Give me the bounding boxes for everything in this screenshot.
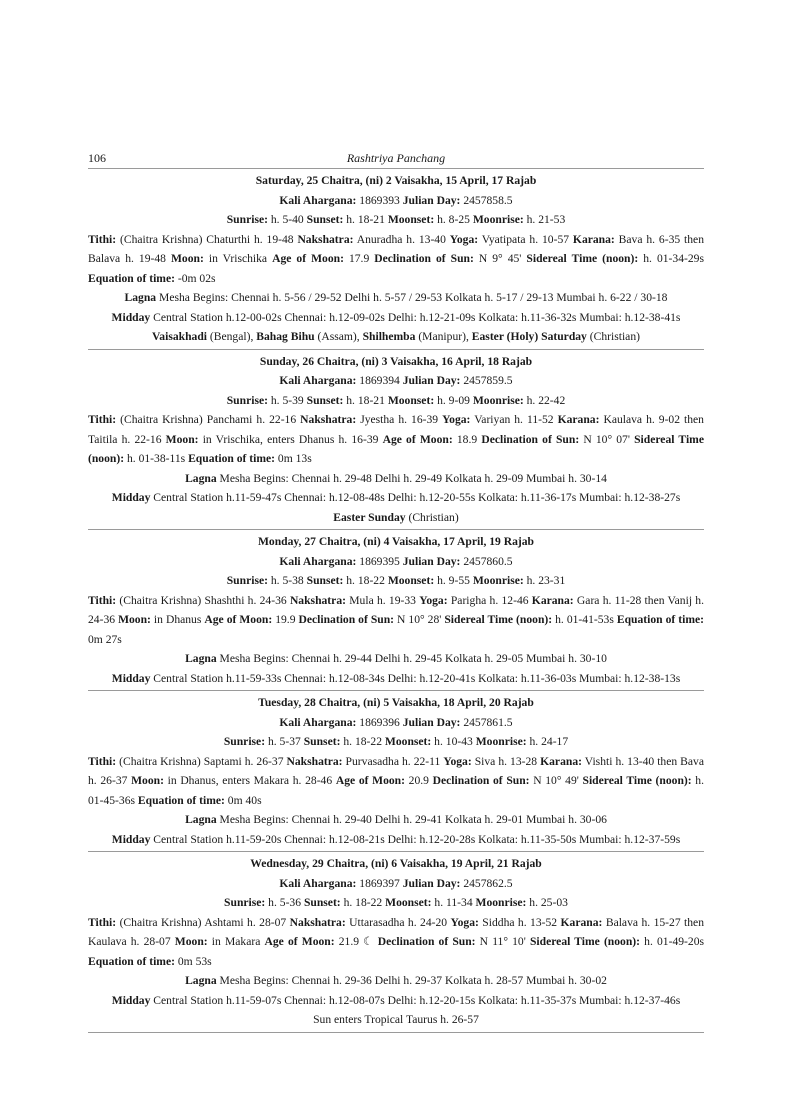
yoga-value: Parigha h. 12-46 <box>447 593 532 607</box>
moon-value: in Vrischika <box>203 252 273 265</box>
midday-label: Midday <box>111 993 151 1007</box>
julian-day-label: Julian Day: <box>402 715 461 729</box>
moonrise-value: h. 23-31 <box>523 574 566 587</box>
lagna-line <box>88 469 704 489</box>
day-entry <box>88 169 704 350</box>
julian-day-value: 2457859.5 <box>460 374 513 387</box>
nakshatra-value: Anuradha h. 13-40 <box>353 232 450 246</box>
day-title: Tuesday, 28 Chaitra, (ni) 5 Vaisakha, 18 April, 20 Rajab <box>258 696 534 709</box>
kali-ahargana-value: 1869397 <box>356 876 403 890</box>
moonrise-value: h. 24-17 <box>526 735 569 748</box>
tithi-value: (Chaitra Krishna) Chaturthi h. 19-48 <box>116 232 298 246</box>
equation-of-time-label: Equation of time: <box>616 613 705 626</box>
moonrise-value: h. 25-03 <box>526 896 568 909</box>
karana-label: Karana: <box>540 754 582 768</box>
lagna-label: Lagna <box>124 291 157 304</box>
karana-value: Balava h. 15-27 then Kaulava h. 28-07 <box>88 915 705 948</box>
festival-name: Easter Sunday <box>333 510 406 524</box>
declination-of-sun-value: N 10° 49' <box>529 774 583 787</box>
declination-of-sun-label: Declination of Sun: <box>377 935 476 948</box>
equation-of-time-value: 0m 40s <box>224 793 262 807</box>
kali-ahargana-value: 1869396 <box>356 715 403 729</box>
festival-name: Shilhemba <box>362 330 416 343</box>
declination-of-sun-value: N 10° 28' <box>394 613 445 626</box>
nakshatra-label: Nakshatra: <box>286 754 343 768</box>
lagna-value: Mesha Begins: Chennai h. 29-40 Delhi h. 29-41 Kolkata h. 29-01 Mumbai h. 30-06 <box>216 813 607 826</box>
sun-moon-times-line <box>88 391 704 411</box>
nakshatra-value: Uttarasadha h. 24-20 <box>345 915 451 929</box>
moonset-label: Moonset: <box>387 574 435 587</box>
yoga-label: Yoga: <box>419 593 448 607</box>
day-title: Wednesday, 29 Chaitra, (ni) 6 Vaisakha, 19 April, 21 Rajab <box>250 857 542 870</box>
festivals-line <box>88 508 704 528</box>
karana-label: Karana: <box>572 232 615 246</box>
sunset-label: Sunset: <box>303 896 341 909</box>
sun-moon-times-line <box>88 210 704 230</box>
declination-of-sun-value: N 9° 45' <box>473 252 527 265</box>
sunset-value: h. 18-22 <box>343 574 388 587</box>
karana-value: Bava h. 6-35 then Balava h. 19-48 <box>88 232 704 265</box>
midday-line <box>88 669 704 689</box>
sunrise-label: Sunrise: <box>223 735 266 748</box>
moonset-label: Moonset: <box>387 213 435 226</box>
page-number: 106 <box>88 151 106 165</box>
sidereal-time-value: h. 01-34-29s <box>638 252 704 265</box>
equation-of-time-label: Equation of time: <box>188 452 276 465</box>
sunset-value: h. 18-22 <box>340 896 386 909</box>
day-entry <box>88 350 704 531</box>
panchang-details <box>88 591 704 650</box>
ahargana-line <box>88 713 704 733</box>
moonrise-value: h. 21-53 <box>523 213 566 226</box>
sunrise-label: Sunrise: <box>226 393 268 407</box>
moonset-label: Moonset: <box>385 896 432 909</box>
age-of-moon-value: 19.9 <box>272 613 299 626</box>
midday-value: Central Station h.12-00-02s Chennai: h.12-09-02s Delhi: h.12-21-09s Kolkata: h.11-36-32s Mumbai: h.12-38-41s <box>150 310 681 324</box>
yoga-value: Vyatipata h. 10-57 <box>478 232 573 246</box>
midday-line <box>88 488 704 508</box>
sunset-label: Sunset: <box>303 735 341 748</box>
sidereal-time-label: Sidereal Time (noon): <box>529 935 641 948</box>
sunrise-value: h. 5-36 <box>265 896 304 909</box>
midday-label: Midday <box>111 832 151 846</box>
running-header <box>88 150 704 169</box>
lagna-line <box>88 649 704 669</box>
tithi-label: Tithi: <box>88 232 117 246</box>
yoga-label: Yoga: <box>442 413 471 426</box>
sun-moon-times-line <box>88 571 704 591</box>
panchang-details <box>88 410 704 469</box>
julian-day-label: Julian Day: <box>402 193 461 207</box>
age-of-moon-value: 20.9 <box>405 774 433 787</box>
midday-label: Midday <box>111 310 151 324</box>
age-of-moon-label: Age of Moon: <box>382 432 453 446</box>
nakshatra-label: Nakshatra: <box>300 413 357 426</box>
sunrise-label: Sunrise: <box>226 213 268 226</box>
yoga-label: Yoga: <box>450 915 479 929</box>
declination-of-sun-label: Declination of Sun: <box>298 613 395 626</box>
yoga-value: Siddha h. 13-52 <box>478 915 561 929</box>
moon-label: Moon: <box>170 252 204 265</box>
moonset-label: Moonset: <box>387 393 435 407</box>
sunrise-label: Sunrise: <box>226 574 268 587</box>
midday-line <box>88 991 704 1011</box>
kali-ahargana-label: Kali Ahargana: <box>279 715 357 729</box>
moonrise-label: Moonrise: <box>472 213 524 226</box>
karana-label: Karana: <box>531 593 574 607</box>
julian-day-label: Julian Day: <box>402 374 461 387</box>
panchang-details <box>88 913 704 972</box>
ahargana-line <box>88 371 704 391</box>
moonrise-label: Moonrise: <box>475 735 527 748</box>
equation-of-time-label: Equation of time: <box>137 793 225 807</box>
event-note: Sun enters Tropical Taurus h. 26-57 <box>313 1013 479 1026</box>
karana-label: Karana: <box>557 413 600 426</box>
sunrise-value: h. 5-39 <box>267 393 307 407</box>
midday-value: Central Station h.11-59-07s Chennai: h.12-08-07s Delhi: h.12-20-15s Kolkata: h.11-35-37s Mumbai: h.12-37-46s <box>150 993 681 1007</box>
julian-day-value: 2457860.5 <box>460 554 513 568</box>
sidereal-time-value: h. 01-41-53s <box>552 613 617 626</box>
julian-day-value: 2457858.5 <box>460 193 513 207</box>
festival-name: Easter (Holy) Saturday <box>471 330 587 343</box>
sunset-value: h. 18-21 <box>343 393 388 407</box>
ahargana-line <box>88 874 704 894</box>
moon-label: Moon: <box>165 432 199 446</box>
festival-region: (Christian) <box>405 510 459 524</box>
sunset-label: Sunset: <box>306 574 344 587</box>
kali-ahargana-value: 1869394 <box>356 374 403 387</box>
festivals-line <box>88 327 704 347</box>
declination-of-sun-label: Declination of Sun: <box>432 774 530 787</box>
julian-day-value: 2457861.5 <box>460 715 513 729</box>
day-title: Saturday, 25 Chaitra, (ni) 2 Vaisakha, 15 April, 17 Rajab <box>255 174 537 187</box>
moonset-value: h. 9-09 <box>434 393 473 407</box>
sunset-label: Sunset: <box>306 213 344 226</box>
festival-region: (Christian) <box>586 330 640 343</box>
day-entry <box>88 691 704 852</box>
equation-of-time-value: 0m 13s <box>275 452 312 465</box>
kali-ahargana-label: Kali Ahargana: <box>279 554 357 568</box>
lagna-value: Mesha Begins: Chennai h. 29-36 Delhi h. 29-37 Kolkata h. 28-57 Mumbai h. 30-02 <box>216 974 607 987</box>
kali-ahargana-value: 1869395 <box>356 554 403 568</box>
sidereal-time-label: Sidereal Time (noon): <box>444 613 553 626</box>
declination-of-sun-value: N 10° 07' <box>579 432 635 446</box>
sun-moon-times-line <box>88 732 704 752</box>
day-title: Sunday, 26 Chaitra, (ni) 3 Vaisakha, 16 April, 18 Rajab <box>259 354 533 368</box>
sidereal-time-value: h. 01-45-36s <box>88 774 705 807</box>
lagna-line <box>88 810 704 830</box>
moon-label: Moon: <box>118 613 151 626</box>
karana-value: Gara h. 11-28 then Vanij h. 24-36 <box>88 593 704 626</box>
moonset-value: h. 8-25 <box>434 213 473 226</box>
tithi-value: (Chaitra Krishna) Ashtami h. 28-07 <box>116 915 290 929</box>
declination-of-sun-label: Declination of Sun: <box>481 432 580 446</box>
midday-value: Central Station h.11-59-20s Chennai: h.12-08-21s Delhi: h.12-20-28s Kolkata: h.11-35-50s Mumbai: h.12-37-59s <box>150 832 681 846</box>
festival-region: (Assam), <box>314 330 363 343</box>
running-title: Rashtriya Panchang <box>346 151 446 165</box>
moon-value: in Makara <box>207 935 265 948</box>
nakshatra-value: Purvasadha h. 22-11 <box>342 754 444 768</box>
age-of-moon-label: Age of Moon: <box>264 935 335 948</box>
age-of-moon-label: Age of Moon: <box>272 252 344 265</box>
yoga-value: Siva h. 13-28 <box>471 754 541 768</box>
lagna-label: Lagna <box>185 813 217 826</box>
nakshatra-value: Jyestha h. 16-39 <box>356 413 443 426</box>
lagna-label: Lagna <box>185 974 217 987</box>
age-of-moon-value: 17.9 <box>343 252 375 265</box>
page <box>88 150 704 1033</box>
equation-of-time-value: 0m 27s <box>88 632 122 646</box>
tithi-label: Tithi: <box>88 413 117 426</box>
kali-ahargana-label: Kali Ahargana: <box>279 193 357 207</box>
sidereal-time-value: h. 01-49-20s <box>640 935 705 948</box>
lagna-line <box>88 288 704 308</box>
nakshatra-label: Nakshatra: <box>289 593 346 607</box>
kali-ahargana-label: Kali Ahargana: <box>279 374 357 387</box>
nakshatra-label: Nakshatra: <box>289 915 346 929</box>
tithi-label: Tithi: <box>88 915 117 929</box>
sidereal-time-label: Sidereal Time (noon): <box>88 432 704 465</box>
festival-name: Vaisakhadi <box>152 330 207 343</box>
sidereal-time-label: Sidereal Time (noon): <box>526 252 639 265</box>
moonset-value: h. 10-43 <box>431 735 476 748</box>
julian-day-value: 2457862.5 <box>460 876 513 890</box>
festival-region: (Bengal), <box>207 330 257 343</box>
moonset-label: Moonset: <box>384 735 432 748</box>
sunrise-value: h. 5-38 <box>267 574 307 587</box>
tithi-value: (Chaitra Krishna) Panchami h. 22-16 <box>116 413 301 426</box>
midday-line <box>88 308 704 328</box>
yoga-label: Yoga: <box>443 754 472 768</box>
tithi-value: (Chaitra Krishna) Shashthi h. 24-36 <box>116 593 290 607</box>
age-of-moon-value: 21.9 ☾ <box>334 935 378 948</box>
festival-name: Bahag Bihu <box>256 330 315 343</box>
sunset-value: h. 18-22 <box>340 735 385 748</box>
karana-value: Kaulava h. 9-02 then Taitila h. 22-16 <box>88 413 704 446</box>
equation-of-time-label: Equation of time: <box>88 271 175 285</box>
moonset-value: h. 11-34 <box>431 896 476 909</box>
sunset-value: h. 18-21 <box>343 213 388 226</box>
julian-day-label: Julian Day: <box>402 554 461 568</box>
day-entry <box>88 852 704 1033</box>
yoga-value: Variyan h. 11-52 <box>470 413 558 426</box>
lagna-label: Lagna <box>185 471 217 485</box>
sidereal-time-value: h. 01-38-11s <box>124 452 189 465</box>
ahargana-line <box>88 552 704 572</box>
ahargana-line <box>88 191 704 211</box>
age-of-moon-label: Age of Moon: <box>204 613 273 626</box>
midday-label: Midday <box>111 491 151 504</box>
panchang-details <box>88 230 704 289</box>
julian-day-label: Julian Day: <box>402 876 461 890</box>
lagna-value: Mesha Begins: Chennai h. 29-44 Delhi h. 29-45 Kolkata h. 29-05 Mumbai h. 30-10 <box>216 652 607 665</box>
day-entries <box>88 169 704 1033</box>
midday-label: Midday <box>111 671 151 685</box>
sunrise-label: Sunrise: <box>224 896 266 909</box>
tithi-label: Tithi: <box>88 754 117 768</box>
sidereal-time-label: Sidereal Time (noon): <box>582 774 692 787</box>
sunrise-value: h. 5-40 <box>267 213 307 226</box>
age-of-moon-value: 18.9 <box>452 432 482 446</box>
tithi-label: Tithi: <box>88 593 117 607</box>
lagna-value: Mesha Begins: Chennai h. 5-56 / 29-52 Delhi h. 5-57 / 29-53 Kolkata h. 5-17 / 29-13 Mumbai h. 6-22 / 30-18 <box>156 291 668 304</box>
moonrise-label: Moonrise: <box>472 574 524 587</box>
midday-value: Central Station h.11-59-33s Chennai: h.12-08-34s Delhi: h.12-20-41s Kolkata: h.11-36-03s Mumbai: h.12-38-13s <box>150 671 681 685</box>
tithi-value: (Chaitra Krishna) Saptami h. 26-37 <box>116 754 287 768</box>
declination-of-sun-label: Declination of Sun: <box>374 252 474 265</box>
moonrise-value: h. 22-42 <box>523 393 566 407</box>
sunrise-value: h. 5-37 <box>265 735 304 748</box>
karana-value: Vishti h. 13-40 then Bava h. 26-37 <box>88 754 705 787</box>
lagna-label: Lagna <box>185 652 217 665</box>
moon-value: in Dhanus <box>150 613 205 626</box>
sunset-label: Sunset: <box>306 393 344 407</box>
equation-of-time-label: Equation of time: <box>88 954 175 968</box>
festival-region: (Manipur), <box>415 330 472 343</box>
moonset-value: h. 9-55 <box>434 574 473 587</box>
midday-line <box>88 830 704 850</box>
midday-value: Central Station h.11-59-47s Chennai: h.12-08-48s Delhi: h.12-20-55s Kolkata: h.11-36-17s Mumbai: h.12-38-27s <box>150 491 681 504</box>
moon-value: in Dhanus, enters Makara h. 28-46 <box>163 774 336 787</box>
nakshatra-value: Mula h. 19-33 <box>345 593 420 607</box>
moonrise-label: Moonrise: <box>472 393 524 407</box>
moon-value: in Vrischika, enters Dhanus h. 16-39 <box>198 432 383 446</box>
declination-of-sun-value: N 11° 10' <box>475 935 530 948</box>
equation-of-time-value: 0m 53s <box>174 954 212 968</box>
lagna-value: Mesha Begins: Chennai h. 29-48 Delhi h. 29-49 Kolkata h. 29-09 Mumbai h. 30-14 <box>216 471 607 485</box>
yoga-label: Yoga: <box>449 232 479 246</box>
kali-ahargana-value: 1869393 <box>356 193 403 207</box>
kali-ahargana-label: Kali Ahargana: <box>279 876 357 890</box>
sun-moon-times-line <box>88 893 704 913</box>
day-entry <box>88 530 704 691</box>
nakshatra-label: Nakshatra: <box>297 232 354 246</box>
karana-label: Karana: <box>560 915 603 929</box>
day-title: Monday, 27 Chaitra, (ni) 4 Vaisakha, 17 April, 19 Rajab <box>257 535 535 548</box>
age-of-moon-label: Age of Moon: <box>335 774 405 787</box>
moonrise-label: Moonrise: <box>475 896 527 909</box>
panchang-details <box>88 752 704 811</box>
equation-of-time-value: -0m 02s <box>174 271 216 285</box>
moon-label: Moon: <box>174 935 208 948</box>
lagna-line <box>88 971 704 991</box>
moon-label: Moon: <box>131 774 164 787</box>
